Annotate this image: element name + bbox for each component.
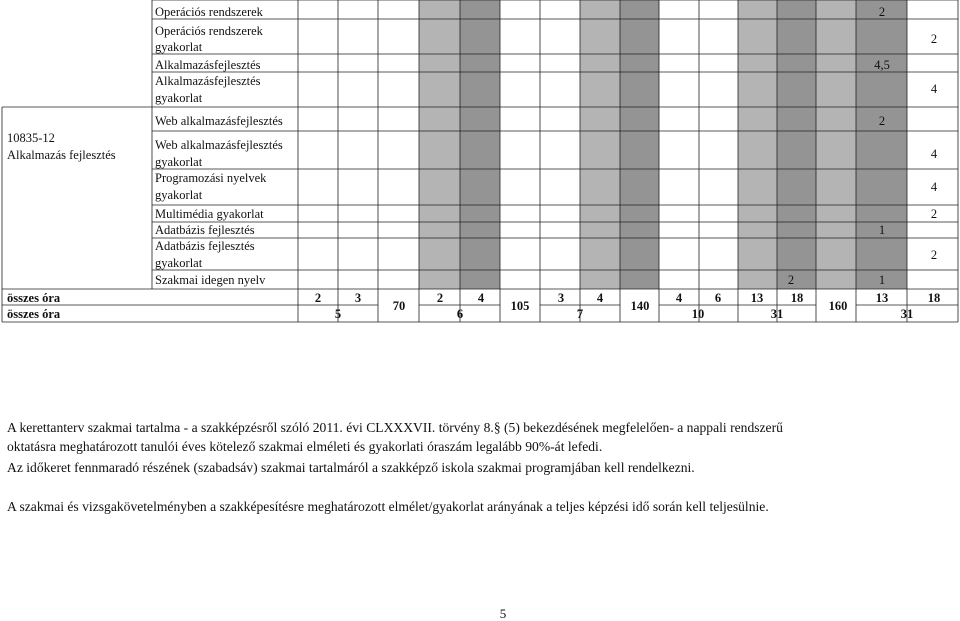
hours-value: 4 <box>930 180 938 194</box>
total-value: 13 <box>875 291 889 305</box>
subject-label: Web alkalmazásfejlesztés <box>155 138 283 152</box>
hours-value: 4 <box>930 82 938 96</box>
total-merged: 160 <box>828 299 848 313</box>
hours-value: 1 <box>878 223 886 237</box>
module-code: 10835-12 <box>7 131 55 145</box>
note-paragraph: oktatásra meghatározott tanulói éves kötelező szakmai elméleti és gyakorlati óraszám legalább 90%-át lefedi. <box>7 439 603 454</box>
total-value: 31 <box>770 307 784 321</box>
total-merged: 70 <box>392 299 406 313</box>
note-paragraph: A kerettanterv szakmai tartalma - a szakképzésről szóló 2011. évi CLXXXVII. törvény 8.§ (5) bekezdésének megfelelően- a nappali rendszerű <box>7 420 783 435</box>
hours-value: 4 <box>930 147 938 161</box>
hours-value: 4,5 <box>874 58 890 72</box>
hours-value: 2 <box>930 248 938 262</box>
hours-value: 2 <box>930 207 938 221</box>
subject-label: gyakorlat <box>155 256 203 270</box>
total-merged: 105 <box>510 299 530 313</box>
module-name: Alkalmazás fejlesztés <box>7 148 116 162</box>
hours-value: 1 <box>878 273 886 287</box>
subject-label: gyakorlat <box>155 155 203 169</box>
total-value: 2 <box>314 291 322 305</box>
subject-label: gyakorlat <box>155 40 203 54</box>
total-value: 4 <box>675 291 683 305</box>
page-number: 5 <box>499 606 507 621</box>
total-value: 18 <box>927 291 941 305</box>
note-paragraph: Az időkeret fennmaradó részének (szabadsáv) szakmai tartalmáról a szakképző iskola szakmai programjában kell rendelkezni. <box>7 460 695 475</box>
subject-label: Adatbázis fejlesztés <box>155 223 255 237</box>
total-value: 3 <box>354 291 362 305</box>
subject-label: Web alkalmazásfejlesztés <box>155 114 283 128</box>
subject-label: Adatbázis fejlesztés <box>155 239 255 253</box>
total-value: 4 <box>596 291 604 305</box>
total-value: 10 <box>691 307 705 321</box>
subject-label: Programozási nyelvek <box>155 171 267 185</box>
subject-label: gyakorlat <box>155 91 203 105</box>
total-value: 31 <box>900 307 914 321</box>
total-value: 13 <box>750 291 764 305</box>
total-label: összes óra <box>7 307 61 321</box>
subject-label: Alkalmazásfejlesztés <box>155 58 261 72</box>
subject-label: Operációs rendszerek <box>155 5 263 19</box>
total-label: összes óra <box>7 291 61 305</box>
subject-label: Operációs rendszerek <box>155 24 263 38</box>
subject-label: Alkalmazásfejlesztés <box>155 74 261 88</box>
total-value: 6 <box>456 307 464 321</box>
note-paragraph: A szakmai és vizsgakövetelményben a szakképesítésre meghatározott elmélet/gyakorlat arányának a teljes képzési idő során kell teljesülnie. <box>7 499 769 514</box>
hours-value: 2 <box>930 32 938 46</box>
subject-label: Multimédia gyakorlat <box>155 207 264 221</box>
total-value: 4 <box>477 291 485 305</box>
total-value: 6 <box>714 291 722 305</box>
subject-label: gyakorlat <box>155 188 203 202</box>
hours-value: 2 <box>878 5 886 19</box>
total-value: 3 <box>557 291 565 305</box>
total-value: 18 <box>790 291 804 305</box>
total-value: 7 <box>576 307 584 321</box>
subject-label: Szakmai idegen nyelv <box>155 273 266 287</box>
total-value: 2 <box>436 291 444 305</box>
hours-value: 2 <box>878 114 886 128</box>
total-value: 5 <box>334 307 342 321</box>
total-merged: 140 <box>630 299 650 313</box>
hours-value: 2 <box>787 273 795 287</box>
